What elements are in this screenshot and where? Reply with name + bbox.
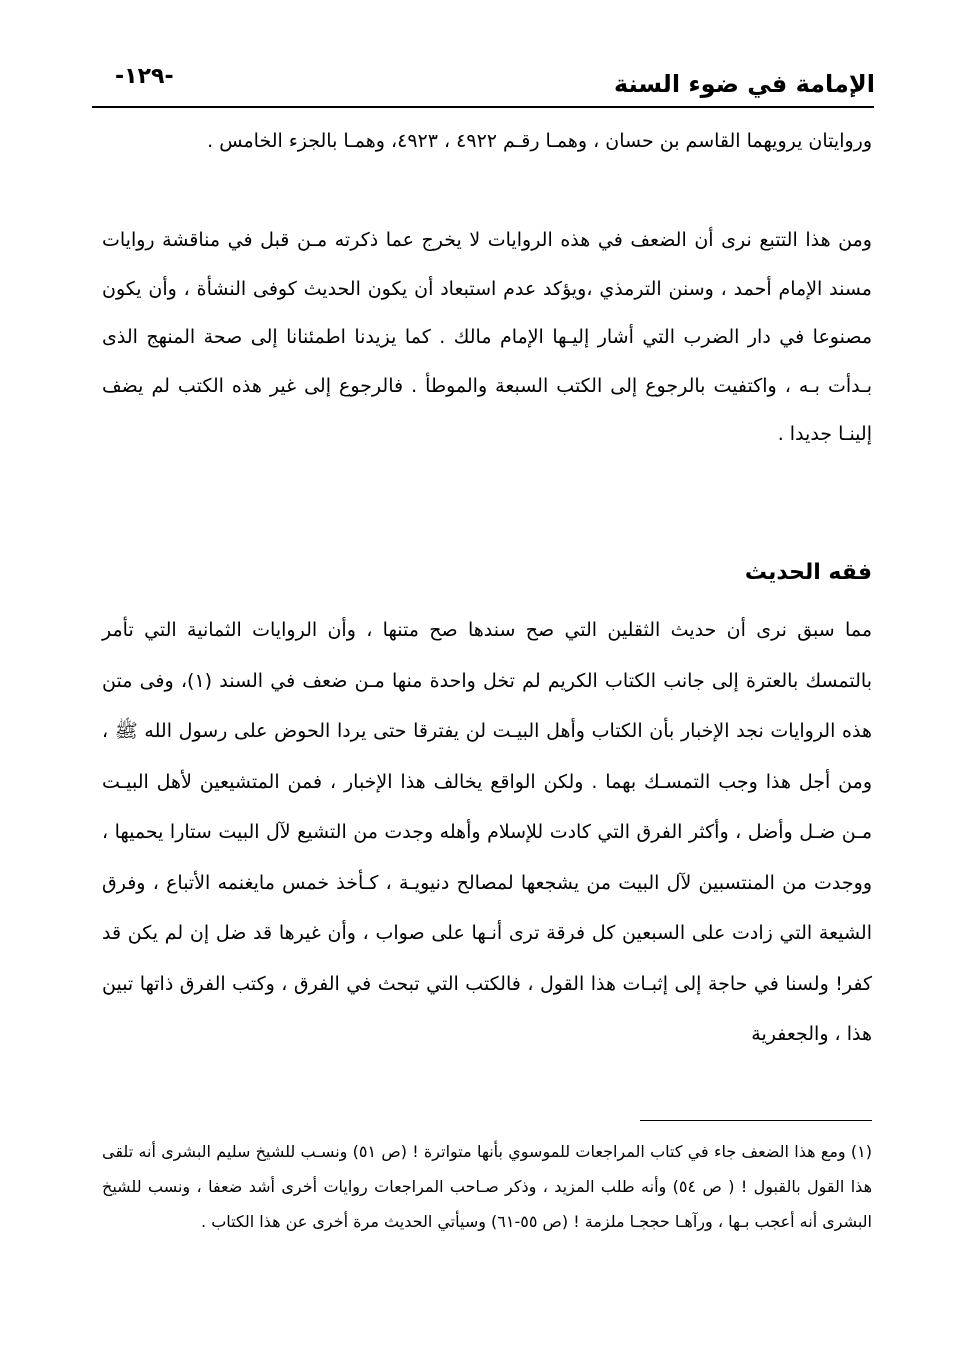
footnote: (١) ومع هذا الضعف جاء في كتاب المراجعات للموسوي بأنها متواترة ! (ص ٥١) ونسـب للشيخ سليم البشرى أنه تلقى هذا القول بالقبول ! ( ص ٥٤) وأنه طلب المزيد ، وذكر صـاحب المراجعات روايات أخرى أشد ضعفا ، ونسب للشيخ البشرى أنه أعجب بـها ، ورآهـا حججـا ملزمة ! (ص ٥٥-٦١) وسيأتي الحديث مرة أخرى عن هذا الكتاب . bbox=[102, 1142, 872, 1231]
header-title: الإمامة في ضوء السنة bbox=[614, 70, 875, 98]
section-heading: فقه الحديث bbox=[744, 560, 872, 585]
running-header bbox=[95, 62, 875, 108]
paragraph-1: وروايتان يرويهما القاسم بن حسان ، وهمـا رقـم ٤٩٢٢ ، ٤٩٢٣، وهمـا بالجزء الخامس . bbox=[207, 130, 872, 152]
header-divider bbox=[92, 106, 874, 108]
page-number: -١٢٩- bbox=[115, 64, 174, 89]
footnote-divider bbox=[640, 1120, 872, 1121]
paragraph-2: ومن هذا التتبع نرى أن الضعف في هذه الروايات لا يخرج عما ذكرته مـن قبل في مناقشة روايات مسند الإمام أحمد ، وسنن الترمذي ،ويؤكد عدم استبعاد أن يكون الحديث كوفى النشأة ، وأن يكون مصنوعا في دار الضرب التي أشار إليـها الإمام مالك . كما يزيدنا اطمئنانا إلى صحة المنهج الذى بـدأت بـه ، واكتفيت بالرجوع إلى الكتب السبعة والموطأ . فالرجوع إلى غير هذه الكتب لم يضف إلينـا جديدا . bbox=[102, 229, 872, 445]
section-paragraph: مما سبق نرى أن حديث الثقلين التي صح سندها صح متنها ، وأن الروايات الثمانية التي تأمر بالتمسك بالعترة إلى جانب الكتاب الكريم لم تخل واحدة منها مـن ضعف في السند (١)، وفى متن هذه الروايات نجد الإخبار بأن الكتاب وأهل البيـت لن يفترقا حتى يردا الحوض على رسول الله ﷺ ، ومن أجل هذا وجب التمسـك بهما . ولكن الواقع يخالف هذا الإخبار ، فمن المتشيعين لأهل البيـت مـن ضـل وأضل ، وأكثر الفرق التي كادت للإسلام وأهله وجدت من التشيع لآل البيت ستارا يحميها ، ووجدت من المنتسبين لآل البيت من يشجعها لمصالح دنيويـة ، كـأخذ خمس مايغنمه الأتباع ، وفرق الشيعة التي زادت على السبعين كل فرقة ترى أنـها على صواب ، وأن غيرها قد ضل إن لم يكن قد كفر! ولسنا في حاجة إلى إثبـات هذا القول ، فالكتب التي تبحث في الفرق ، وكتب الفرق ذاتها تبين هذا ، والجعفرية bbox=[102, 619, 872, 1045]
